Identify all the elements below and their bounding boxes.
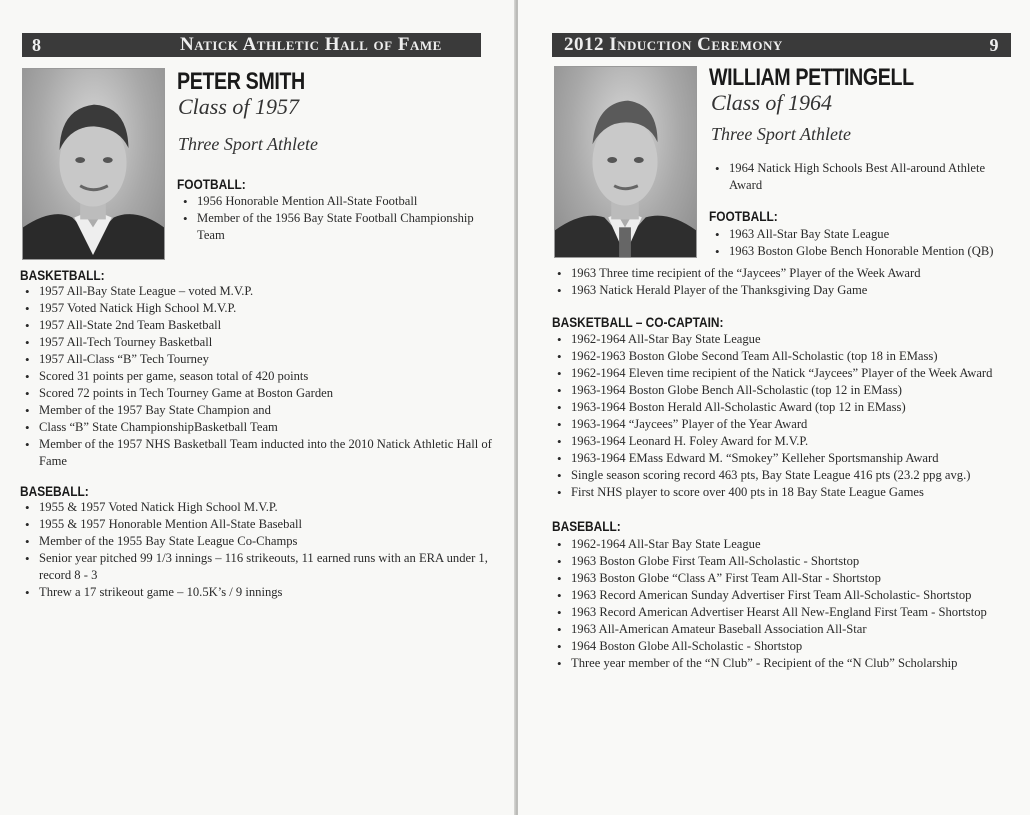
inductee-name: PETER SMITH <box>177 68 305 95</box>
basketball-list <box>554 331 1024 501</box>
list-item: • 1964 Boston Globe All-Scholastic - Shortstop <box>554 638 1024 655</box>
right-banner-title: 2012 Induction Ceremony <box>564 34 783 55</box>
inductee-class: Class of 1964 <box>711 90 833 115</box>
list-item: • 1957 All-State 2nd Team Basketball <box>22 317 492 334</box>
peter-smith-portrait <box>22 68 165 260</box>
list-item: • Scored 31 points per game, season total of 420 points <box>22 368 492 385</box>
list-item: • 1963 Boston Globe First Team All-Scholastic - Shortstop <box>554 553 1024 570</box>
list-item: • 1963-1964 EMass Edward M. “Smokey” Kelleher Sportsmanship Award <box>554 450 1024 467</box>
basketball-list <box>22 283 492 470</box>
basketball-heading: BASKETBALL – CO-CAPTAIN: <box>552 314 724 330</box>
list-item: • Scored 72 points in Tech Tourney Game at Boston Garden <box>22 385 492 402</box>
list-item: • 1962-1964 All-Star Bay State League <box>554 536 1024 553</box>
list-item: • 1963 Record American Advertiser Hearst All New-England First Team - Shortstop <box>554 604 1024 621</box>
list-item: • 1962-1964 Eleven time recipient of the Natick “Jaycees” Player of the Week Award <box>554 365 1024 382</box>
baseball-list <box>554 536 1024 672</box>
list-item: • 1962-1964 All-Star Bay State League <box>554 331 1024 348</box>
list-item: • 1964 Natick High Schools Best All-around Athlete Award <box>712 160 1002 194</box>
basketball-heading: BASKETBALL: <box>20 267 105 283</box>
left-page-banner <box>22 33 481 57</box>
football-list <box>180 193 480 244</box>
left-banner-title: Natick Athletic Hall of Fame <box>180 34 442 55</box>
list-item: • 1963 Record American Sunday Advertiser First Team All-Scholastic- Shortstop <box>554 587 1024 604</box>
list-item: • 1957 All-Bay State League – voted M.V.P. <box>22 283 492 300</box>
inductee-subtitle: Three Sport Athlete <box>178 134 318 154</box>
list-item: • 1963 All-American Amateur Baseball Association All-Star <box>554 621 1024 638</box>
list-item: • 1963 All-Star Bay State League <box>712 226 1012 243</box>
right-page-banner <box>552 33 1011 57</box>
list-item: • 1957 Voted Natick High School M.V.P. <box>22 300 492 317</box>
football-heading: FOOTBALL: <box>709 208 778 224</box>
list-item: • Member of the 1955 Bay State League Co-Champs <box>22 533 492 550</box>
right-page-number: 9 <box>989 35 999 55</box>
list-item: • 1963-1964 Boston Herald All-Scholastic Award (top 12 in EMass) <box>554 399 1024 416</box>
football-list <box>712 226 1012 260</box>
list-item: • First NHS player to score over 400 pts in 18 Bay State League Games <box>554 484 1024 501</box>
list-item: • Class “B” State ChampionshipBasketball Team <box>22 419 492 436</box>
list-item: • 1956 Honorable Mention All-State Football <box>180 193 480 210</box>
list-item: • 1963 Boston Globe “Class A” First Team All-Star - Shortstop <box>554 570 1024 587</box>
baseball-heading: BASEBALL: <box>552 518 621 534</box>
list-item: • Threw a 17 strikeout game – 10.5K’s / 9 innings <box>22 584 492 601</box>
list-item: • 1963 Boston Globe Bench Honorable Mention (QB) <box>712 243 1012 260</box>
football-list-continued <box>554 265 1014 299</box>
list-item: • 1963 Natick Herald Player of the Thanksgiving Day Game <box>554 282 1014 299</box>
list-item: • 1963-1964 Leonard H. Foley Award for M.V.P. <box>554 433 1024 450</box>
list-item: • Member of the 1956 Bay State Football Championship Team <box>180 210 480 244</box>
list-item: • 1955 & 1957 Voted Natick High School M.V.P. <box>22 499 492 516</box>
baseball-heading: BASEBALL: <box>20 483 89 499</box>
list-item: • 1957 All-Class “B” Tech Tourney <box>22 351 492 368</box>
william-pettingell-portrait <box>554 66 697 258</box>
baseball-list <box>22 499 492 601</box>
list-item: • 1963-1964 “Jaycees” Player of the Year Award <box>554 416 1024 433</box>
list-item: • Single season scoring record 463 pts, Bay State League 416 pts (23.2 ppg avg.) <box>554 467 1024 484</box>
list-item: • Three year member of the “N Club” - Recipient of the “N Club” Scholarship <box>554 655 1024 672</box>
list-item: • Member of the 1957 NHS Basketball Team inducted into the 2010 Natick Athletic Hall of Fame <box>22 436 492 470</box>
left-page-number: 8 <box>32 35 42 55</box>
list-item: • 1963 Three time recipient of the “Jaycees” Player of the Week Award <box>554 265 1014 282</box>
general-awards-list <box>712 160 1002 194</box>
inductee-class: Class of 1957 <box>178 94 300 119</box>
list-item: • 1957 All-Tech Tourney Basketball <box>22 334 492 351</box>
inductee-subtitle: Three Sport Athlete <box>711 124 851 144</box>
list-item: • Senior year pitched 99 1/3 innings – 116 strikeouts, 11 earned runs with an ERA under 1, record 8 - 3 <box>22 550 492 584</box>
list-item: • Member of the 1957 Bay State Champion and <box>22 402 492 419</box>
list-item: • 1955 & 1957 Honorable Mention All-State Baseball <box>22 516 492 533</box>
inductee-name: WILLIAM PETTINGELL <box>709 64 914 91</box>
list-item: • 1963-1964 Boston Globe Bench All-Scholastic (top 12 in EMass) <box>554 382 1024 399</box>
football-heading: FOOTBALL: <box>177 176 246 192</box>
list-item: • 1962-1963 Boston Globe Second Team All-Scholastic (top 18 in EMass) <box>554 348 1024 365</box>
